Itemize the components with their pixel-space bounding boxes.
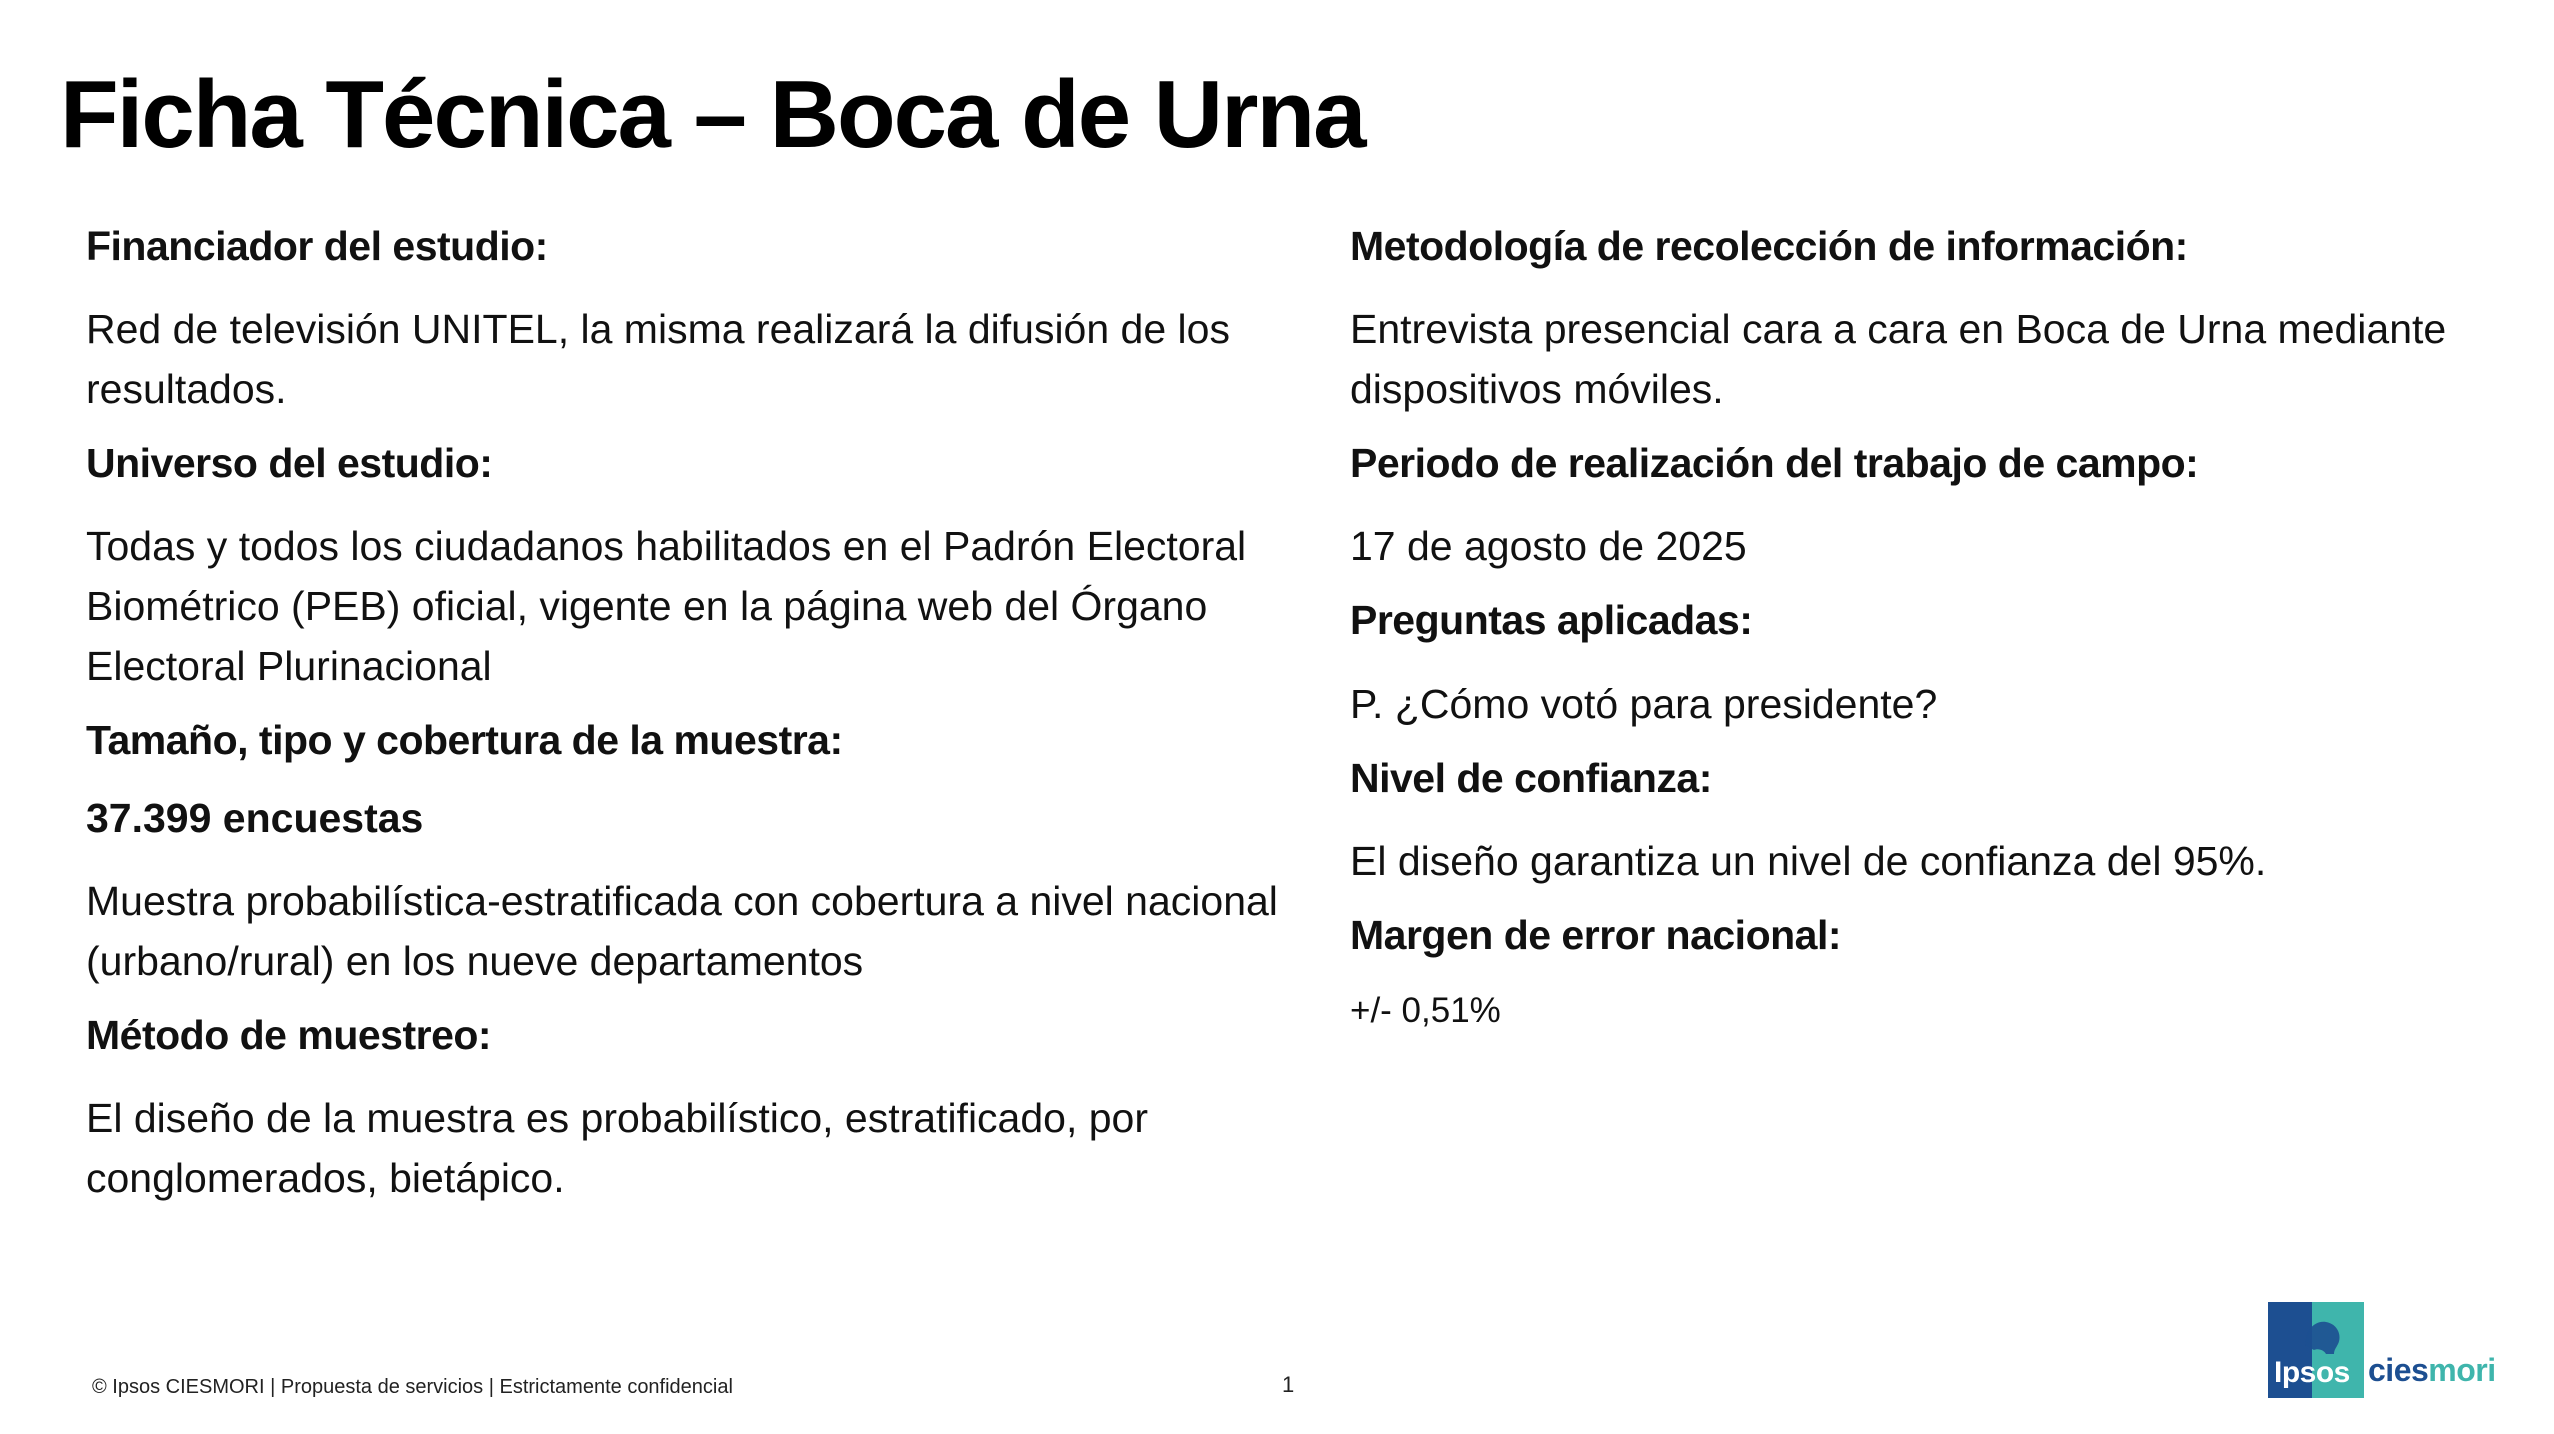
financiador-heading: Financiador del estudio: [86, 223, 548, 269]
logo-mark [2268, 1302, 2364, 1398]
universo-text: Todas y todos los ciudadanos habilitados en el Padrón Electoral Biométrico (PEB) oficial, vigente en la página web del Órgano Electoral Plurinacional [86, 523, 1247, 690]
metodologia-heading: Metodología de recolección de información: [1350, 223, 2188, 269]
margen-heading: Margen de error nacional: [1350, 911, 1842, 958]
metodo-text: El diseño de la muestra es probabilístico, estratificado, por conglomerados, bietápico. [86, 1094, 1148, 1201]
right-column [1350, 222, 2500, 1033]
logo-mori-part: mori [2428, 1352, 2496, 1388]
logo-ipsos-text: Ipsos [2274, 1356, 2350, 1389]
periodo-heading: Periodo de realización del trabajo de campo: [1350, 440, 2199, 487]
page-title: Ficha Técnica – Boca de Urna [60, 61, 1365, 168]
preguntas-text: P. ¿Cómo votó para presidente? [1350, 680, 1938, 727]
left-column [86, 222, 1286, 1228]
muestra-size: 37.399 encuestas [86, 794, 424, 841]
metodo-heading: Método de muestreo: [86, 1011, 492, 1058]
metodologia-text: Entrevista presencial cara a cara en Boca de Urna mediante dispositivos móviles. [1350, 306, 2447, 413]
confianza-text: El diseño garantiza un nivel de confianza del 95%. [1350, 837, 2267, 884]
muestra-text: Muestra probabilística-estratificada con cobertura a nivel nacional (urbano/rural) en los nueve departamentos [86, 877, 1278, 984]
universo-heading: Universo del estudio: [86, 440, 493, 487]
preguntas-heading: Preguntas aplicadas: [1350, 597, 1753, 644]
margen-text: +/- 0,51% [1350, 990, 1501, 1030]
ipsos-ciesmori-logo [2268, 1302, 2508, 1398]
muestra-heading: Tamaño, tipo y cobertura de la muestra: [86, 717, 843, 764]
page-number: 1 [1282, 1372, 1295, 1397]
footer-copyright: © Ipsos CIESMORI | Propuesta de servicios | Estrictamente confidencial [92, 1376, 733, 1398]
financiador-text: Red de televisión UNITEL, la misma realizará la difusión de los resultados. [86, 306, 1230, 413]
confianza-heading: Nivel de confianza: [1350, 754, 1712, 801]
logo-ciesmori-text [2368, 1352, 2496, 1389]
periodo-text: 17 de agosto de 2025 [1350, 523, 1747, 570]
logo-cies-part: cies [2368, 1352, 2429, 1388]
